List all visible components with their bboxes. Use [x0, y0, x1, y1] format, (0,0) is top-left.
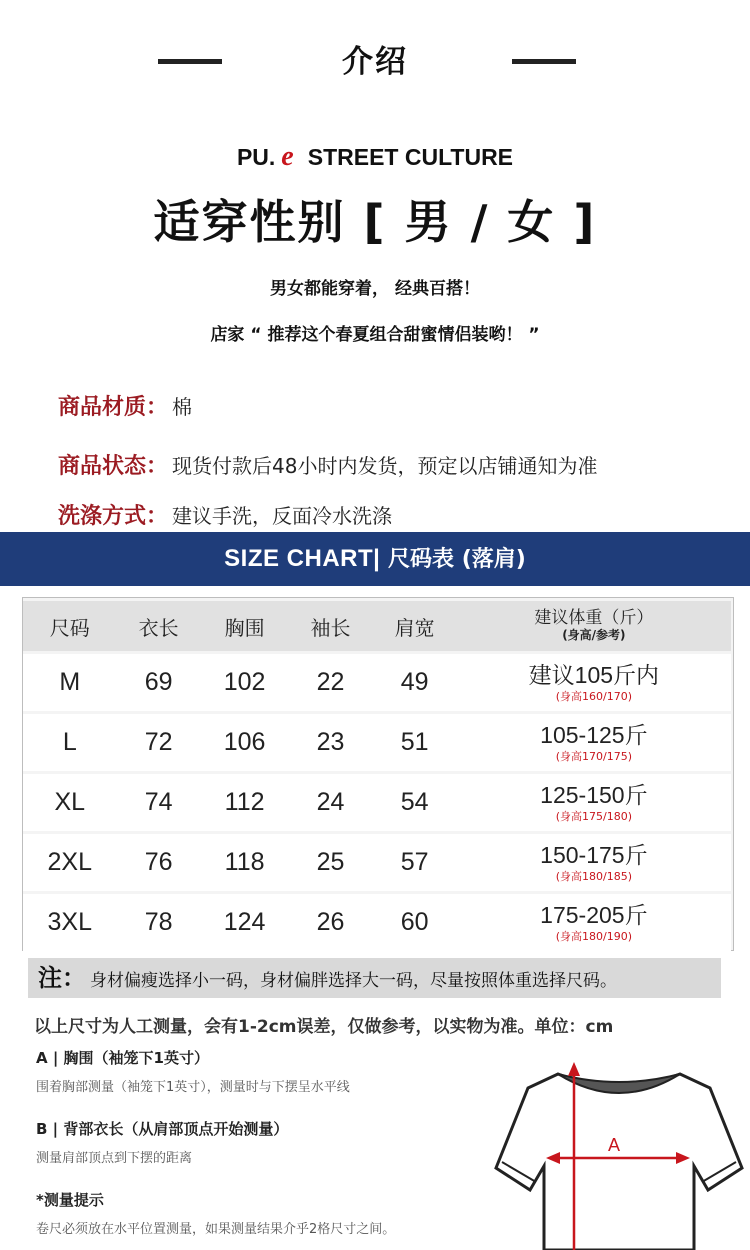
col-header-size: 尺码 — [23, 601, 117, 651]
tshirt-outline — [496, 1074, 742, 1250]
table-row — [23, 774, 731, 831]
note-label: 注： — [38, 964, 86, 992]
cell-shoulder: 54 — [373, 774, 457, 831]
cell-chest: 106 — [201, 714, 289, 771]
cell-length: 74 — [117, 774, 201, 831]
measurement-disclaimer: 以上尺寸为人工测量，会有1-2cm误差，仅做参考，以实物为准。单位：cm — [34, 1017, 614, 1037]
weight-header-sub: (身高/参考) — [562, 627, 626, 642]
title-dash-right — [512, 59, 576, 64]
slogan-line-2: 店家 “ 推荐这个春夏组合甜蜜情侣装哟！ ” — [210, 325, 540, 345]
banner-cn: 尺码表 (落肩) — [388, 547, 526, 572]
cell-length: 72 — [117, 714, 201, 771]
cell-sleeve: 24 — [288, 774, 372, 831]
brand-line — [0, 141, 750, 173]
cell-weight — [457, 774, 731, 831]
cell-weight — [457, 834, 731, 891]
table-row — [23, 894, 731, 951]
cell-shoulder: 51 — [373, 714, 457, 771]
measure-a-title: A | 胸围（袖笼下1英寸） — [36, 1049, 209, 1067]
tshirt-diagram — [488, 1050, 750, 1250]
cell-weight — [457, 654, 731, 711]
measure-b-desc: 测量肩部顶点到下摆的距离 — [36, 1151, 193, 1166]
arrow-b-top — [568, 1062, 580, 1076]
attribute-status — [58, 449, 597, 480]
cell-sleeve: 22 — [288, 654, 372, 711]
cell-size: 3XL — [23, 894, 117, 951]
note-text: 身材偏瘦选择小一码，身材偏胖选择大一码，尽量按照体重选择尺码。 — [90, 971, 617, 991]
cell-size: 2XL — [23, 834, 117, 891]
height-ref: (身高180/185) — [555, 869, 632, 883]
height-ref: (身高175/180) — [555, 809, 632, 823]
size-note-bar — [28, 958, 721, 998]
table-row — [23, 654, 731, 711]
cell-length: 76 — [117, 834, 201, 891]
weight-range: 175-205斤 — [540, 901, 648, 928]
cell-chest: 118 — [201, 834, 289, 891]
measure-b-title: B | 背部衣长（从肩部顶点开始测量） — [36, 1120, 289, 1138]
attribute-material — [58, 390, 192, 421]
weight-range: 建议105斤内 — [528, 661, 660, 688]
cell-chest: 112 — [201, 774, 289, 831]
cell-length: 78 — [117, 894, 201, 951]
table-row — [23, 714, 731, 771]
brand-prefix: PU. — [236, 144, 276, 170]
cell-size: M — [23, 654, 117, 711]
size-chart-banner — [0, 532, 750, 586]
weight-range: 105-125斤 — [540, 721, 648, 748]
label-a: A — [608, 1135, 621, 1155]
size-table — [22, 597, 734, 951]
attribute-key: 商品材质： — [58, 395, 169, 420]
attribute-value: 棉 — [172, 395, 193, 419]
col-header-sleeve: 袖长 — [288, 601, 372, 651]
gender-heading: 适穿性别 [ 男 / 女 ] — [153, 195, 597, 249]
attribute-value: 建议手洗，反面冷水洗涤 — [172, 504, 393, 528]
measure-a-desc: 围着胸部测量（袖笼下1英寸），测量时与下摆呈水平线 — [36, 1080, 350, 1095]
col-header-shoulder: 肩宽 — [373, 601, 457, 651]
cell-sleeve: 26 — [288, 894, 372, 951]
cell-chest: 102 — [201, 654, 289, 711]
cell-size: L — [23, 714, 117, 771]
cell-sleeve: 25 — [288, 834, 372, 891]
attribute-value: 现货付款后48小时内发货，预定以店铺通知为准 — [172, 454, 598, 478]
cell-shoulder: 57 — [373, 834, 457, 891]
height-ref: (身高160/170) — [555, 689, 632, 703]
table-header-row — [23, 601, 731, 651]
brand-name: STREET CULTURE — [307, 144, 514, 170]
cell-sleeve: 23 — [288, 714, 372, 771]
measure-tip-title: *测量提示 — [36, 1191, 104, 1209]
section-title: 介绍 — [342, 44, 408, 80]
banner-en: SIZE CHART| — [224, 545, 381, 572]
cell-size: XL — [23, 774, 117, 831]
measure-tip-desc: 卷尺必须放在水平位置测量，如果测量结果介乎2格尺寸之间。 — [36, 1222, 396, 1237]
weight-range: 150-175斤 — [540, 841, 648, 868]
height-ref: (身高180/190) — [555, 929, 632, 943]
weight-range: 125-150斤 — [540, 781, 648, 808]
cell-weight — [457, 894, 731, 951]
weight-header-main: 建议体重（斤） — [534, 608, 654, 629]
cell-shoulder: 49 — [373, 654, 457, 711]
col-header-weight — [457, 601, 731, 651]
slogan-line-1: 男女都能穿着， 经典百搭！ — [270, 279, 480, 299]
cell-weight — [457, 714, 731, 771]
cell-shoulder: 60 — [373, 894, 457, 951]
brand-logo-mark: e — [281, 141, 294, 172]
table-row — [23, 834, 731, 891]
attribute-key: 商品状态： — [58, 454, 169, 479]
cell-length: 69 — [117, 654, 201, 711]
cell-chest: 124 — [201, 894, 289, 951]
attribute-key: 洗涤方式： — [58, 504, 169, 529]
col-header-chest: 胸围 — [201, 601, 289, 651]
attribute-washing — [58, 499, 392, 530]
height-ref: (身高170/175) — [555, 749, 632, 763]
col-header-length: 衣长 — [117, 601, 201, 651]
